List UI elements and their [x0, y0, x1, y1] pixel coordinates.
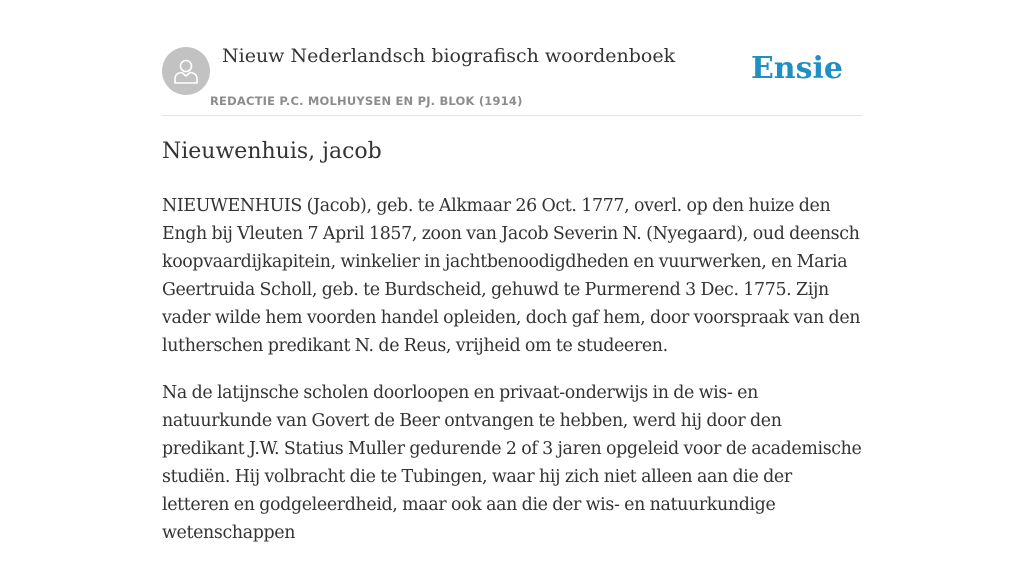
entry-title: Nieuwenhuis, jacob: [162, 139, 382, 164]
source-title[interactable]: Nieuw Nederlandsch biografisch woordenboek: [222, 45, 676, 67]
source-avatar[interactable]: [162, 47, 210, 95]
source-header: [162, 0, 862, 116]
source-editors: REDACTIE P.C. MOLHUYSEN EN PJ. BLOK (1914): [210, 94, 523, 108]
entry-paragraph: Na de latijnsche scholen doorloopen en privaat-onderwijs in de wis- en natuurkunde van Govert de Beer ontvangen te hebben, werd hij door den predikant J.W. Statius Muller gedurende 2 of 3 jaren opgeleid voor de academische studiën. Hij volbracht die te Tubingen, waar hij zich niet alleen aan die der letteren en godgeleerdheid, maar ook aan die der wis- en natuurkundige wetenschappen: [162, 383, 862, 543]
user-icon: [173, 57, 199, 85]
entry-body: [162, 192, 862, 566]
article-container: [162, 0, 862, 543]
entry-paragraph: NIEUWENHUIS (Jacob), geb. te Alkmaar 26 Oct. 1777, overl. op den huize den Engh bij Vleuten 7 April 1857, zoon van Jacob Severin N. (Nyegaard), oud deensch koopvaardijkapitein, winkelier in jachtbenoodigdheden en vuurwerken, en Maria Geertruida Scholl, geb. te Burdscheid, gehuwd te Purmerend 3 Dec. 1775. Zijn vader wilde hem voorden handel opleiden, doch gaf hem, door voorspraak van den lutherschen predikant N. de Reus, vrijheid om te studeeren.: [162, 196, 861, 356]
brand-logo[interactable]: Ensie: [750, 51, 843, 86]
